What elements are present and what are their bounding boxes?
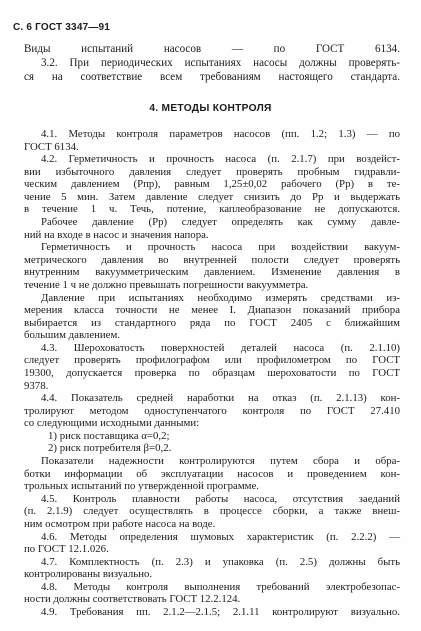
text-line: 3.2. При периодических испытаниях насосы должны проверять- bbox=[41, 57, 400, 69]
text-line: 4.4. Показатель средней наработки на отказ (п. 2.1.13) кон- bbox=[41, 392, 400, 404]
text-line: ний на входе в насос и значения напора. bbox=[24, 229, 209, 241]
text-line: выбирается из стандартного ряда по ГОСТ 2405 с ближайшим bbox=[24, 317, 400, 329]
text-line: большим давлением. bbox=[24, 329, 120, 341]
text-line: (п. 2.1.9) следует осуществлять в процессе сборки, а также внеш- bbox=[24, 505, 400, 517]
text-line: трольных испытаний по утвержденной программе. bbox=[24, 480, 259, 492]
text-line: в течение 1 ч. Течь, потение, каплеобразование не допускаются. bbox=[24, 203, 400, 215]
text-line: 9378. bbox=[24, 380, 49, 392]
text-line: ся на соответствие всем требованиям настоящего стандарта. bbox=[24, 71, 400, 83]
page-header: С. 6 ГОСТ 3347—91 bbox=[13, 22, 111, 33]
text-line: Рабочее давление (Pр) следует определять как сумму давле- bbox=[41, 216, 400, 228]
text-line: 1) риск поставщика α=0,2; bbox=[48, 430, 170, 442]
text-line: ческим давлением (Pпр), равным 1,25±0,02 рабочего (Pр) в те- bbox=[24, 178, 400, 190]
text-line: 4.3. Шероховатость поверхностей деталей насоса (п. 2.1.10) bbox=[41, 342, 400, 354]
text-line: ности должны соответствовать ГОСТ 12.2.124. bbox=[24, 593, 241, 605]
text-line: 4.7. Комплектность (п. 2.3) и упаковка (п. 2.5) должны быть bbox=[41, 556, 400, 568]
text-line: Виды испытаний насосов — по ГОСТ 6134. bbox=[24, 43, 400, 55]
text-line: 4.9. Требования пп. 2.1.2—2.1.5; 2.1.11 контролируют визуально. bbox=[41, 606, 400, 618]
text-line: внутренним вакуумметрическим давлением. Изменение давления в bbox=[24, 266, 400, 278]
text-line: 4.8. Методы контроля выполнения требований электробезопас- bbox=[41, 581, 400, 593]
text-line: со следующими исходными данными: bbox=[24, 417, 200, 429]
text-line: течение 1 ч не должно превышать погрешности вакуумметра. bbox=[24, 279, 309, 291]
text-line: контролированы визуально. bbox=[24, 568, 153, 580]
text-line: Показатели надежности контролируются путем сбора и обра- bbox=[41, 455, 400, 467]
text-line: ботки информации об эксплуатации насосов и проведением кон- bbox=[24, 468, 400, 480]
text-line: ним осмотром при работе насоса на воде. bbox=[24, 518, 216, 530]
text-line: ГОСТ 6134. bbox=[24, 141, 79, 153]
section-title: 4. МЕТОДЫ КОНТРОЛЯ bbox=[149, 103, 272, 114]
text-line: по ГОСТ 12.1.026. bbox=[24, 543, 109, 555]
text-line: 4.5. Контроль плавности работы насоса, отсутствия заеданий bbox=[41, 493, 400, 505]
text-line: метрического давления во внутренней полости следует проверять bbox=[24, 254, 400, 266]
text-line: 2) риск потребителя β=0,2. bbox=[48, 442, 172, 454]
text-line: 4.1. Методы контроля параметров насосов (пп. 1.2; 1.3) — по bbox=[41, 128, 400, 140]
text-line: следует проверять профилографом или профилометром по ГОСТ bbox=[24, 354, 400, 366]
text-line: вии избыточного давления следует проверять пробным гидравли- bbox=[24, 166, 400, 178]
text-line: мерения класса точности не менее I. Диапазон показаний прибора bbox=[24, 304, 400, 316]
text-line: чение 5 мин. Затем давление следует снизить до Pр и выдержать bbox=[24, 191, 400, 203]
text-line: 4.6. Методы определения шумовых характеристик (п. 2.2.2) — bbox=[41, 531, 400, 543]
text-line: 4.2. Герметичность и прочность насоса (п. 2.1.7) при воздейст- bbox=[41, 153, 400, 165]
text-line: тролируют методом одноступенчатого контроля по ГОСТ 27.410 bbox=[24, 405, 400, 417]
text-line: Герметичность и прочность насоса при воздействии вакуум- bbox=[41, 241, 400, 253]
text-line: Давление при испытаниях необходимо измерять средствами из- bbox=[41, 292, 400, 304]
text-line: 19300, допускается проверка по образцам шероховатости по ГОСТ bbox=[24, 367, 400, 379]
